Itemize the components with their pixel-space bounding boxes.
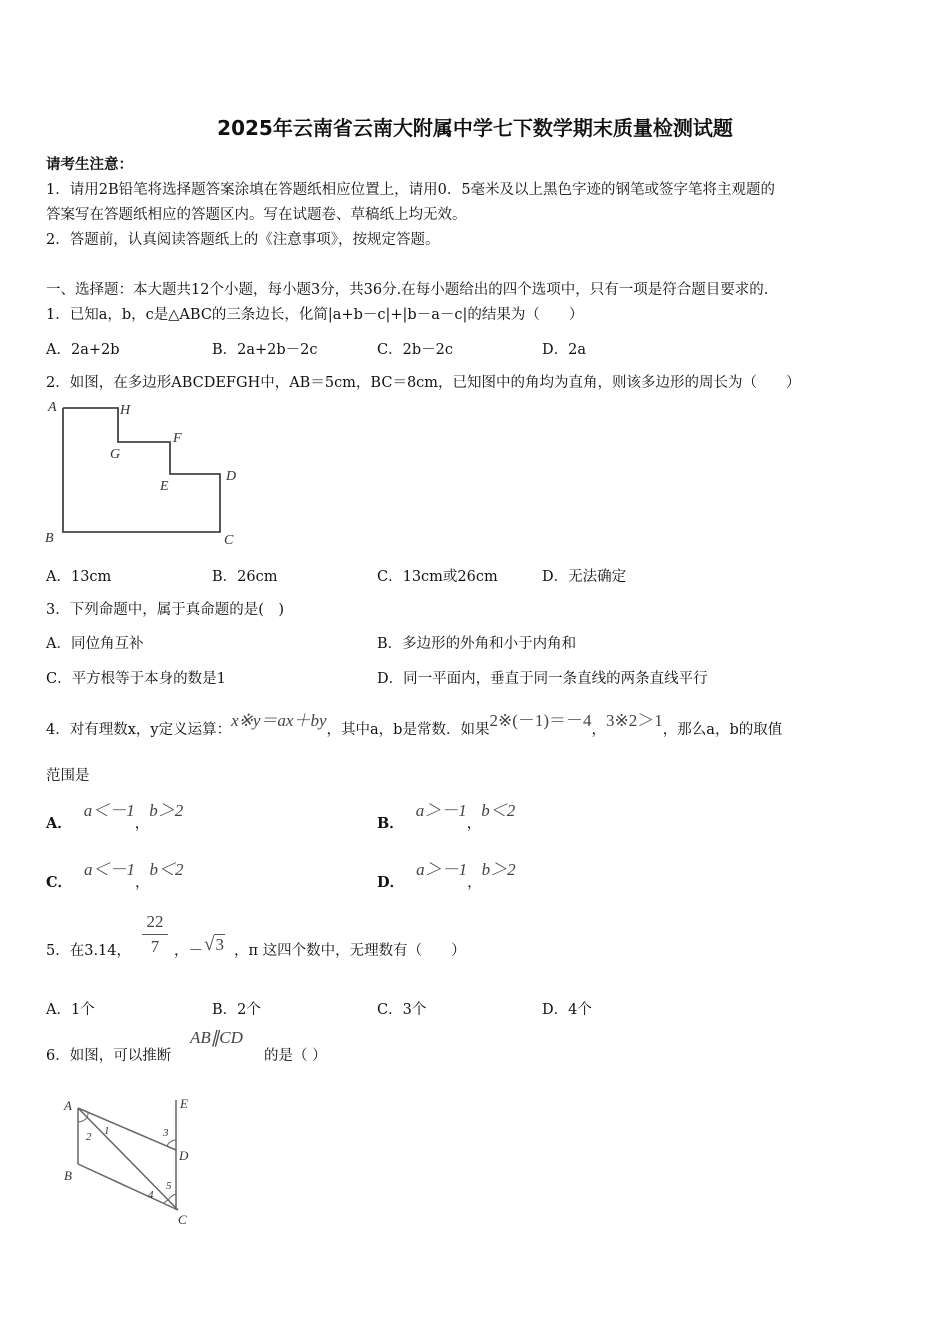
q1-option-a: A．2a+2b <box>46 342 120 358</box>
q4-stem-part-2: ，其中a，b是常数．如果 <box>326 722 490 738</box>
q4-option-b-label: B． <box>377 815 404 832</box>
angle-arc-2 <box>78 1118 87 1122</box>
question-2-stem: 2．如图，在多边形ABCDEFGH中，AB＝5cm，BC＝8cm，已知图中的角均为直角，则该多边形的周长为（ ） <box>46 375 801 391</box>
notice-item-1: 1．请用2B铅笔将选择题答案涂填在答题纸相应位置上，请用0．5毫米及以上黑色字迹的钢笔或签字笔将主观题的 <box>46 182 776 198</box>
notice-item-2: 2．答题前，认真阅读答题纸上的《注意事项》，按规定答题。 <box>46 232 440 248</box>
angle-arc-3 <box>167 1140 176 1146</box>
angle-label-3: 3 <box>163 1127 169 1139</box>
page-title: 2025年云南省云南大附属中学七下数学期末质量检测试题 <box>217 116 733 140</box>
label-c: C <box>224 533 234 548</box>
label-a: A <box>64 1098 72 1113</box>
q4-option-d-part-2: b＞2 <box>481 860 516 879</box>
label-c: C <box>178 1212 187 1227</box>
q1-option-c: C．2b－2c <box>377 342 453 358</box>
question-3-stem: 3．下列命题中，属于真命题的是( ) <box>46 602 285 618</box>
q2-polygon-figure <box>40 396 250 551</box>
label-g: G <box>110 447 121 462</box>
q4-option-c-part-1: a＜－1 <box>84 860 136 879</box>
notice-heading: 请考生注意： <box>46 156 133 173</box>
q4-comma: ， <box>591 722 607 738</box>
q4-option-c: C．a＜－1，b＜2 <box>46 860 184 891</box>
q5-option-b: B．2个 <box>212 1002 261 1018</box>
q3-option-a: A．同位角互补 <box>46 636 144 652</box>
notice-item-1-cont: 答案写在答题纸相应的答题区内。写在试题卷、草稿纸上均无效。 <box>46 207 467 223</box>
q4-formula-definition: x※y＝ax＋by <box>231 711 327 730</box>
line-ad <box>78 1108 176 1150</box>
q4-stem-part-3: ，那么a，b的取值 <box>662 722 783 738</box>
q5-option-d: D．4个 <box>542 1002 592 1018</box>
q5-stem-part-1: 5．在3.14， <box>46 943 132 959</box>
q5-sqrt-radicand: 3 <box>215 935 224 954</box>
q4-option-a-part-1: a＜－1 <box>83 801 135 820</box>
q6-stem-part-1: 6．如图，可以推断 <box>46 1048 172 1064</box>
label-a: A <box>48 400 57 415</box>
polygon-outline <box>63 408 220 532</box>
q5-stem-part-2: ，－ <box>174 943 203 959</box>
q4-option-a-part-2: b＞2 <box>149 801 184 820</box>
q5-option-a: A．1个 <box>46 1002 95 1018</box>
q2-option-d: D．无法确定 <box>542 569 627 585</box>
line-bc <box>78 1164 178 1210</box>
q1-option-b: B．2a+2b－2c <box>212 342 318 358</box>
q4-option-b-part-1: a＞－1 <box>415 801 467 820</box>
q2-option-a: A．13cm <box>46 569 112 585</box>
q6-stem-part-2: 的是（ ） <box>264 1048 327 1064</box>
q5-fraction-denominator: 7 <box>150 937 160 956</box>
angle-label-4: 4 <box>148 1189 154 1201</box>
angle-arc-5 <box>168 1194 176 1200</box>
q2-option-c: C．13cm或26cm <box>377 569 498 585</box>
question-4-stem <box>46 706 783 738</box>
line-ac <box>78 1108 178 1210</box>
angle-label-1: 1 <box>104 1125 110 1137</box>
label-d: D <box>226 469 237 484</box>
label-b: B <box>64 1168 72 1183</box>
q4-option-b: B．a＞－1，b＜2 <box>377 801 516 832</box>
label-b: B <box>45 531 54 546</box>
q5-fraction-numerator: 22 <box>146 912 164 931</box>
q4-option-a-label: A． <box>46 815 72 832</box>
label-e: E <box>160 479 169 494</box>
q4-formula-condition-1: 2※(－1)＝－4 <box>489 711 592 730</box>
label-d: D <box>179 1148 189 1163</box>
q5-option-c: C．3个 <box>377 1002 427 1018</box>
q1-option-d: D．2a <box>542 342 586 358</box>
q3-option-d: D．同一平面内，垂直于同一条直线的两条直线平行 <box>377 671 708 687</box>
q5-stem-part-3: ，π 这四个数中，无理数有（ ） <box>234 943 466 959</box>
q4-stem-cont: 范围是 <box>46 768 90 784</box>
question-1-stem: 1．已知a，b，c是△ABC的三条边长，化简|a+b－c|+|b－a－c|的结果为（ ） <box>46 307 584 323</box>
angle-arc-1 <box>87 1112 88 1118</box>
q4-stem-part-1: 4．对有理数x，y定义运算： <box>46 722 232 738</box>
label-e: E <box>180 1096 188 1111</box>
q6-parallel-figure <box>60 1088 210 1228</box>
q4-option-c-label: C． <box>46 874 73 891</box>
section-heading: 一、选择题：本大题共12个小题，每小题3分，共36分.在每小题给出的四个选项中，只有一项是符合题目要求的. <box>46 282 769 298</box>
label-h: H <box>120 403 131 418</box>
q4-option-a: A．a＜－1，b＞2 <box>46 801 184 832</box>
q3-option-b: B．多边形的外角和小于内角和 <box>377 636 577 652</box>
angle-arc-4 <box>164 1200 168 1203</box>
q4-option-b-part-2: b＜2 <box>481 801 516 820</box>
q5-fraction <box>142 912 168 957</box>
q4-formula-condition-2: 3※2＞1 <box>606 711 663 730</box>
q4-option-d: D．a＞－1，b＞2 <box>377 860 516 891</box>
q5-sqrt: √3 <box>204 934 224 955</box>
label-f: F <box>173 431 182 446</box>
q2-option-b: B．26cm <box>212 569 278 585</box>
q4-option-d-part-1: a＞－1 <box>416 860 468 879</box>
angle-label-5: 5 <box>166 1180 172 1192</box>
q6-formula: AB∥CD <box>190 1028 243 1047</box>
angle-label-2: 2 <box>86 1131 92 1143</box>
q4-option-d-label: D． <box>377 874 405 891</box>
q4-option-c-part-2: b＜2 <box>149 860 184 879</box>
q3-option-c: C．平方根等于本身的数是1 <box>46 671 226 687</box>
